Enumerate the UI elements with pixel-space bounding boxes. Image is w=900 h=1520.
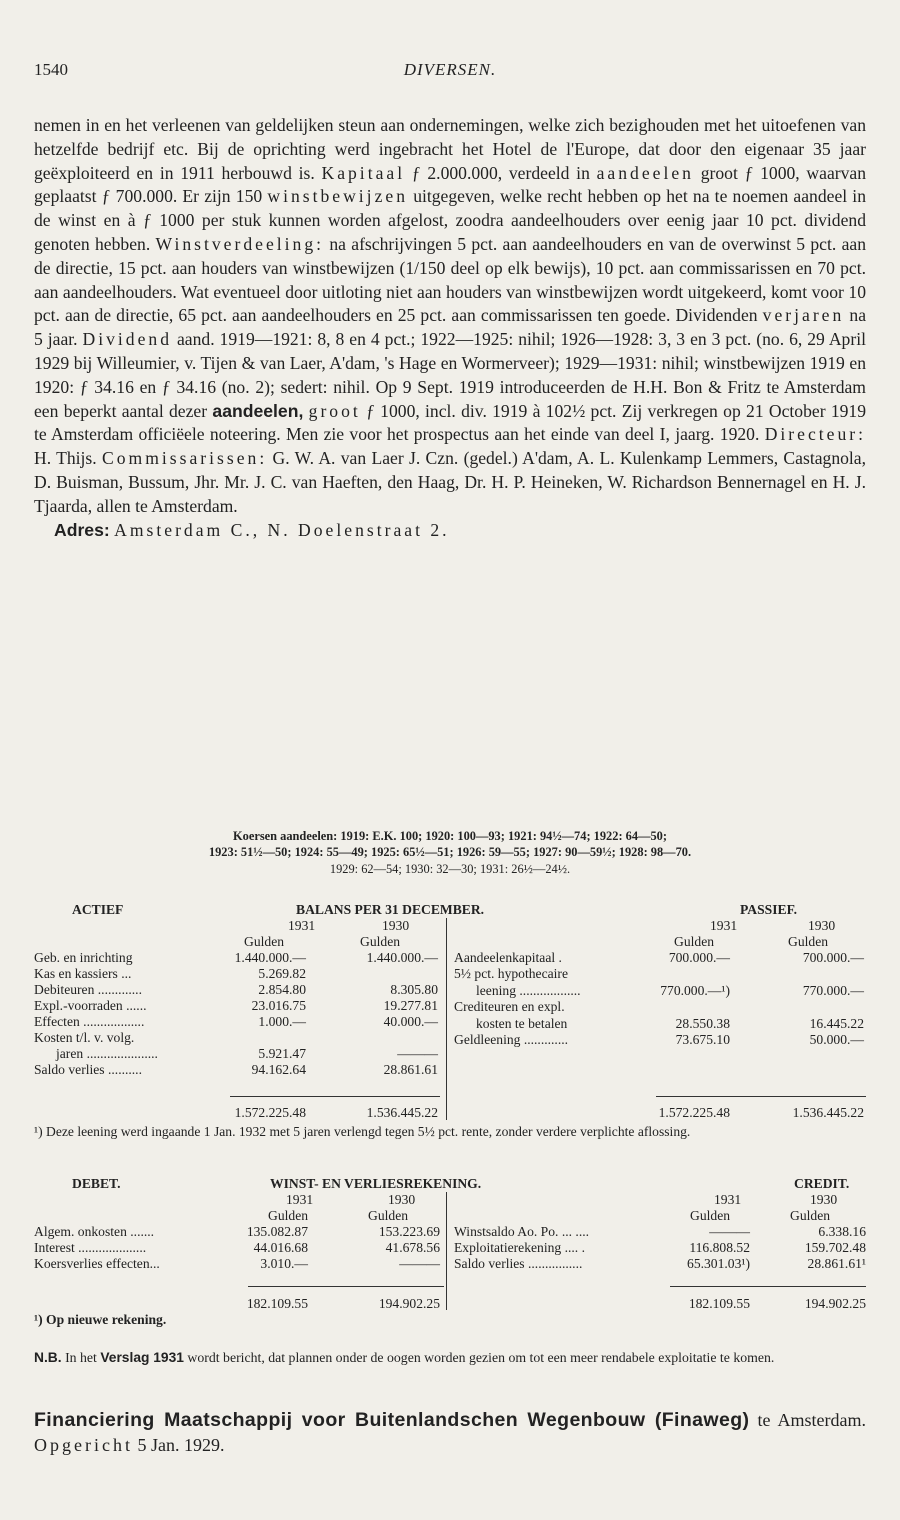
text: ƒ 1000, incl. div. 1919 à 102½ pct. Zij verkregen op 21 October 1919 te Amsterdam officiëele noteering. Men zie voor het prospectus aan het einde van deel I, jaarg. 1920. (34, 400, 867, 445)
row-value: 153.223.69 (378, 1224, 440, 1239)
row-label: Kosten t/l. v. volg. (34, 1030, 135, 1045)
company-title: Financiering Maatschappij voor Buitenlandschen Wegenbouw (Finaweg) (34, 1409, 750, 1431)
column-divider (446, 1192, 447, 1310)
directeur-label: Directeur: (764, 424, 866, 445)
total-value: 194.902.25 (378, 1296, 440, 1311)
row-label: leening .................. (476, 982, 581, 998)
text: wordt bericht, dat plannen onder de oogen worden gezien om tot een meer rendabele exploitatie te komen. (187, 1350, 775, 1365)
nb-note (34, 1350, 866, 1366)
winstverdeeling-label: Winstverdeeling: (155, 233, 325, 254)
row-value: 28.861.61¹ (807, 1256, 866, 1271)
row-label: Kas en kassiers ... (34, 966, 132, 981)
text: nemen in en het verleenen van geldelijken steun aan ondernemingen, welke zich bezighouden met het uitoefenen van hetzelfde bedrijf etc. Bij de oprichting werd ingebracht het Hotel de l'Europe, dat door den eigenaar 35 jaar geëxploiteerd en in 1911 herbouwd is. (34, 115, 866, 183)
commissarissen-label: Commissarissen: (101, 448, 268, 469)
row-value: 1.440.000.— (234, 950, 306, 965)
row-label: Koersverlies effecten... (34, 1256, 160, 1271)
debet-label: DEBET. (72, 1176, 121, 1191)
unit-label: Gulden (268, 1208, 309, 1223)
nb-prefix: N.B. (34, 1350, 62, 1365)
row-value: 6.338.16 (818, 1224, 866, 1239)
unit-label: Gulden (790, 1208, 831, 1223)
text: groot ƒ 1000, waarvan geplaatst ƒ 700.000. Er zijn 150 (34, 162, 867, 207)
text: H. Thijs. (34, 448, 97, 469)
winst-title: WINST- EN VERLIESREKENING. (270, 1176, 482, 1191)
row-label: Debiteuren ............. (34, 982, 142, 997)
balans-footnote: ¹) Deze leening werd ingaande 1 Jan. 1932 met 5 jaren verlengd tegen 5½ pct. rente, zonder verdere verplichte aflossing. (34, 1124, 691, 1139)
total-value: 182.109.55 (688, 1296, 750, 1311)
company-description (34, 114, 866, 542)
page-header (34, 60, 866, 84)
address-line (34, 519, 866, 543)
text: G. W. A. van Laer J. Czn. (gedel.) A'dam, A. L. Kulenkamp Lemmers, Castagnola, D. Buisman, Bussum, Jhr. Mr. J. C. van Haeften, den Haag, Dr. H. P. Heineken, W. Richardson Bennernagel en H. J. Tjaarda, allen te Amsterdam. (34, 448, 867, 516)
row-value: ——— (709, 1224, 750, 1239)
unit-label: Gulden (674, 934, 715, 949)
row-value: 44.016.68 (253, 1240, 308, 1255)
unit-label: Gulden (360, 934, 401, 949)
row-value: 116.808.52 (689, 1240, 750, 1255)
unit-label: Gulden (368, 1208, 409, 1223)
koersen-aandeelen (34, 828, 866, 877)
total-rule (670, 1286, 866, 1287)
row-value: 3.010.— (260, 1256, 308, 1271)
row-value: 16.445.22 (809, 1015, 864, 1031)
page-number: 1540 (34, 60, 68, 79)
year-label: 1931 (286, 1192, 314, 1207)
year-label: 1930 (810, 1192, 838, 1207)
row-value: 94.162.64 (251, 1062, 306, 1077)
row-value: 135.082.87 (246, 1224, 308, 1239)
text: 5 Jan. 1929. (137, 1435, 225, 1455)
text: na 5 jaar. (34, 305, 866, 350)
opgericht-label: Opgericht (34, 1435, 133, 1455)
unit-label: Gulden (244, 934, 285, 949)
total-value: 182.109.55 (246, 1296, 308, 1311)
unit-label: Gulden (788, 934, 829, 949)
row-label: Exploitatierekening .... . (454, 1240, 585, 1255)
row-label: Aandeelenkapitaal . (454, 950, 562, 965)
row-value: ——— (399, 1256, 440, 1271)
aandeelen-bold: aandeelen, (212, 400, 304, 421)
year-label: 1930 (382, 918, 410, 933)
year-label: 1930 (808, 918, 836, 933)
row-label: jaren ..................... (56, 1046, 158, 1061)
adres-label: Adres: (54, 519, 110, 540)
row-label: Expl.-voorraden ...... (34, 998, 147, 1013)
verjaren-label: verjaren (762, 305, 845, 326)
row-value: 23.016.75 (251, 998, 306, 1013)
row-value: 770.000.—¹) (660, 982, 730, 998)
row-label: kosten te betalen (476, 1015, 568, 1031)
text: In het (65, 1350, 97, 1365)
koersen-line: Koersen aandeelen: 1919: E.K. 100; 1920: 100—93; 1921: 94½—74; 1922: 64—50; (233, 829, 667, 843)
actief-label: ACTIEF (72, 902, 124, 917)
running-title: DIVERSEN. (403, 60, 497, 79)
row-value: 159.702.48 (804, 1240, 866, 1255)
row-value: 28.550.38 (675, 1015, 730, 1031)
credit-label: CREDIT. (794, 1176, 850, 1191)
total-value: 194.902.25 (804, 1296, 866, 1311)
groot-label: groot (308, 400, 361, 421)
row-value: 73.675.10 (675, 1032, 730, 1047)
verslag-label: Verslag 1931 (100, 1350, 184, 1365)
text: uitgegeven, welke recht hebben op het na te noemen aandeel in de winst en à ƒ 1000 per stuk kunnen worden afgelost, zoodra aandeelhouders over eenig jaar 10 pct. dividend genoten hebben. (34, 186, 866, 254)
total-value: 1.536.445.22 (792, 1105, 864, 1120)
dividend-label: Dividend (82, 329, 173, 350)
row-label: Geb. en inrichting (34, 950, 133, 965)
row-value: 5.921.47 (258, 1046, 306, 1061)
row-value: 700.000.— (668, 950, 730, 965)
row-value: 50.000.— (809, 1032, 864, 1047)
row-label: Algem. onkosten ....... (34, 1224, 155, 1239)
kapitaal-label: Kapitaal (321, 162, 406, 183)
winstbewijzen-label: winstbewijzen (267, 186, 408, 207)
passief-label: PASSIEF. (740, 902, 798, 917)
column-divider (446, 918, 447, 1120)
total-rule (248, 1286, 444, 1287)
total-rule (656, 1096, 866, 1097)
balans-title: BALANS PER 31 DECEMBER. (296, 902, 485, 917)
row-value: 1.440.000.— (366, 950, 438, 965)
balans-table (34, 902, 866, 1122)
koersen-line: 1929: 62—54; 1930: 32—30; 1931: 26½—24½. (329, 861, 571, 876)
row-label: Geldleening ............. (454, 1032, 569, 1047)
row-value: ——— (397, 1046, 438, 1061)
text: aand. 1919—1921: 8, 8 en 4 pct.; 1922—1925: nihil; 1926—1928: 3, 3 en 3 pct. (no. 6, 29 April 1929 bij Willeumier, v. Tijen & van Laer, A'dam, 's Hage en Wormerveer); 1929—1931: nihil; winstbewijzen 1919 en 1920: ƒ 34.16 en ƒ 34.16 (no. 2); sedert: nihil. Op 9 Sept. 1919 introduceerden de H.H. Bon & Fritz te Amsterdam een beperkt aantal dezer (34, 329, 866, 421)
row-value: 1.000.— (258, 1014, 306, 1029)
year-label: 1931 (714, 1192, 742, 1207)
year-label: 1930 (388, 1192, 416, 1207)
total-value: 1.572.225.48 (658, 1105, 730, 1120)
row-value: 8.305.80 (390, 982, 438, 997)
text: na afschrijvingen 5 pct. aan aandeelhouders en van de overwinst 5 pct. aan de directie, 15 pct. aan houders van winstbewijzen (1/150 deel op elk bewijs), 10 pct. aan commissarissen en 70 pct. aan aandeelhouders. Wat eventueel door uitloting niet aan houders van winstbewijzen wordt uitgekeerd, komt voor 10 pct. aan de directie, 65 pct. aan aandeelhouders en 25 pct. aan commissarissen ten goede. Dividenden (34, 233, 867, 326)
aandeelen-label: aandeelen (596, 162, 694, 183)
row-label: Saldo verlies .......... (34, 1062, 142, 1077)
adres-value: Amsterdam C., N. Doelenstraat 2. (114, 519, 450, 540)
row-value: 41.678.56 (385, 1240, 440, 1255)
total-value: 1.536.445.22 (366, 1105, 438, 1120)
total-rule (230, 1096, 440, 1097)
row-label: Interest .................... (34, 1240, 147, 1255)
row-value: 2.854.80 (258, 982, 306, 997)
row-label: Saldo verlies ................ (454, 1256, 583, 1271)
row-value: 770.000.— (802, 982, 864, 998)
row-label: Crediteuren en expl. (454, 999, 565, 1015)
row-label: 5½ pct. hypothecaire (454, 966, 568, 982)
row-label: Effecten .................. (34, 1014, 145, 1029)
text: ƒ 2.000.000, verdeeld in (411, 162, 590, 183)
row-value: 28.861.61 (383, 1062, 438, 1077)
koersen-line: 1923: 51½—50; 1924: 55—49; 1925: 65½—51; 1926: 59—55; 1927: 90—59½; 1928: 98—70. (208, 845, 692, 860)
row-label: Winstsaldo Ao. Po. ... .... (454, 1224, 590, 1239)
row-value: 65.301.03¹) (687, 1256, 750, 1271)
description-paragraph (34, 114, 866, 519)
next-company-entry (34, 1408, 866, 1458)
row-value: 40.000.— (383, 1014, 438, 1029)
row-value: 19.277.81 (383, 998, 438, 1013)
total-value: 1.572.225.48 (234, 1105, 306, 1120)
row-value: 700.000.— (802, 950, 864, 965)
unit-label: Gulden (690, 1208, 731, 1223)
text: te Amsterdam. (757, 1410, 867, 1430)
row-value: 5.269.82 (258, 966, 306, 981)
winst-footnote: ¹) Op nieuwe rekening. (34, 1312, 167, 1327)
year-label: 1931 (288, 918, 316, 933)
winst-table (34, 1176, 866, 1316)
year-label: 1931 (710, 918, 738, 933)
